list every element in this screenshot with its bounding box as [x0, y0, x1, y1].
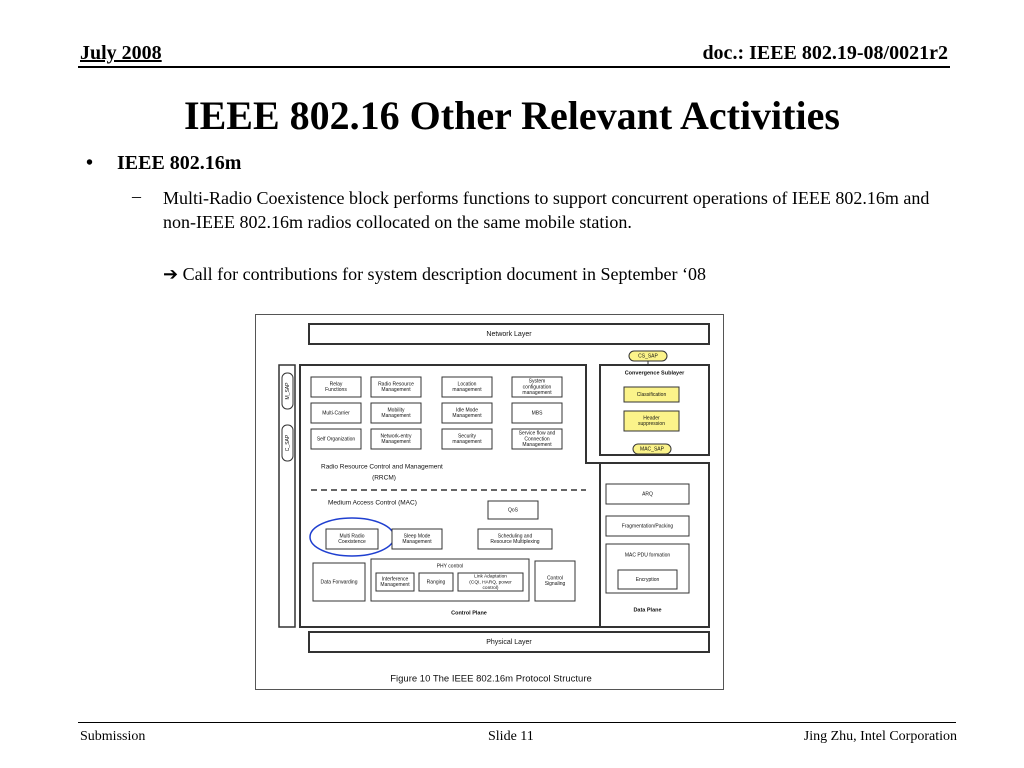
c-sap-label: C_SAP: [284, 434, 291, 452]
rrcm-block-9-label: Network-entry: [380, 433, 412, 440]
data-forwarding-label: Data Forwarding: [320, 579, 358, 586]
network-layer-label: Network Layer: [486, 330, 532, 338]
slide-title: IEEE 802.16 Other Relevant Activities: [184, 93, 840, 138]
rrcm-block-0-label: Relay: [329, 381, 343, 388]
control-signaling-label: Control: [546, 575, 564, 582]
sleep-mode-label: Management: [402, 539, 432, 546]
rrcm-block-11-label: Connection: [524, 436, 550, 443]
phy-control-label: PHY control: [436, 563, 464, 570]
m-sap-label: M_SAP: [284, 382, 291, 400]
multi-radio-label: Coexistence: [338, 539, 366, 546]
header-rule: [78, 66, 950, 68]
rrcm-block-11-label: Management: [522, 442, 552, 449]
footer-submission: Submission: [80, 729, 146, 744]
qos-label: QoS: [507, 507, 519, 514]
control-signaling-label: Signaling: [544, 581, 566, 588]
footer-rule: [78, 722, 956, 723]
fragmentation-label: Fragmentation/Packing: [621, 523, 674, 530]
bullet-level3: [163, 264, 706, 285]
footer-slide-number: Slide 11: [488, 729, 534, 744]
multi-radio-label: Multi Radio: [339, 533, 365, 540]
bullet-level1-text: IEEE 802.16m: [117, 152, 242, 174]
sleep-mode-label: Sleep Mode: [403, 533, 431, 540]
convergence-label: Convergence Sublayer: [624, 370, 685, 377]
header-suppression-label: suppression: [638, 421, 665, 428]
rrcm-block-1-label: Management: [381, 387, 411, 394]
bullet-level2-text: Multi-Radio Coexistence block performs functions to support concurrent operations of IEEE 802.16m and non-IEEE 802.16m radios collocated on the same mobile station.: [163, 188, 930, 232]
mac-pdu-label: MAC PDU formation: [624, 552, 671, 559]
arrow-icon: ➔: [163, 264, 179, 284]
arq-label: ARQ: [642, 491, 653, 498]
rrcm-block-1-label: Radio Resource: [378, 381, 414, 388]
rrcm-block-8-label: Self Organization: [316, 436, 356, 443]
scheduling-label: Scheduling and: [497, 533, 533, 540]
rrcm-label: Radio Resource Control and Management: [321, 463, 443, 471]
rrcm-block-2-label: Location: [457, 381, 477, 388]
link-adaptation-label: control): [482, 585, 499, 591]
rrcm-block-5-label: Management: [381, 413, 411, 420]
bullet-marker: •: [86, 152, 94, 174]
convergence-box: [600, 365, 709, 455]
rrcm-block-10-label: management: [452, 439, 482, 446]
interference-label: Management: [380, 582, 410, 589]
rrcm-block-2-label: management: [452, 387, 482, 394]
rrcm-block-6-label: Management: [452, 413, 482, 420]
header-doc-id: doc.: IEEE 802.19-08/0021r2: [702, 42, 948, 64]
figure-caption: Figure 10 The IEEE 802.16m Protocol Structure: [390, 673, 592, 685]
rrcm-block-5-label: Mobility: [387, 407, 405, 414]
cs-sap-label: CS_SAP: [638, 353, 658, 360]
header-date: July 2008: [80, 42, 162, 64]
rrcm-sub-label: (RRCM): [372, 474, 396, 482]
mac-sap-label: MAC_SAP: [640, 446, 664, 453]
protocol-diagram: [256, 315, 723, 689]
rrcm-block-4-label: Multi-Carrier: [322, 410, 350, 417]
protocol-structure-figure: [255, 314, 724, 690]
scheduling-label: Resource Multiplexing: [490, 539, 540, 546]
mac-label: Medium Access Control (MAC): [328, 499, 417, 507]
link-adaptation-label: (CQI, HARQ, power: [469, 580, 512, 586]
encryption-label: Encryption: [635, 576, 660, 583]
ranging-label: Ranging: [426, 579, 446, 586]
rrcm-block-3-label: System: [528, 378, 546, 385]
classification-label: Classification: [636, 391, 667, 398]
interference-label: Interference: [381, 576, 409, 583]
rrcm-block-10-label: Security: [457, 433, 477, 440]
bullet-level3-text: Call for contributions for system description document in September ‘08: [182, 264, 706, 284]
rrcm-block-7-label: MBS: [531, 410, 543, 417]
footer-author: Jing Zhu, Intel Corporation: [803, 729, 957, 744]
data-plane-label: Data Plane: [633, 607, 662, 614]
rrcm-block-3-label: configuration: [522, 384, 552, 391]
control-plane-label: Control Plane: [451, 610, 487, 617]
rrcm-block-0-label: Functions: [325, 387, 347, 394]
bullet-level2-marker: –: [132, 186, 141, 206]
link-adaptation-label: Link Adaptation: [474, 574, 507, 580]
rrcm-block-9-label: Management: [381, 439, 411, 446]
header-suppression-label: Header: [643, 415, 660, 422]
physical-layer-label: Physical Layer: [486, 638, 532, 646]
rrcm-block-6-label: Idle Mode: [456, 407, 478, 414]
rrcm-block-3-label: management: [522, 390, 552, 397]
rrcm-block-11-label: Service flow and: [518, 430, 556, 437]
